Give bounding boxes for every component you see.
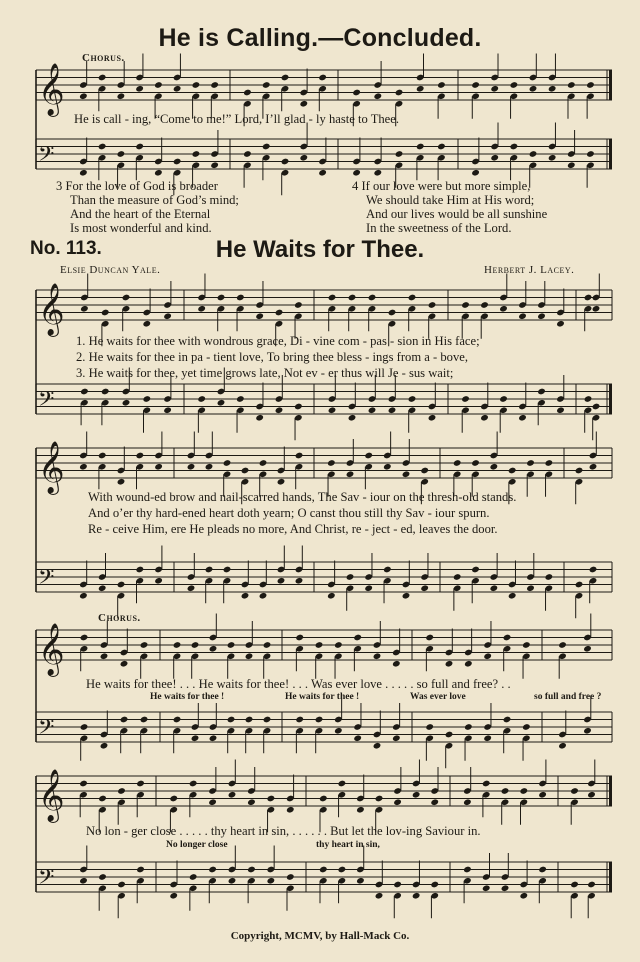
note-head — [117, 787, 126, 795]
note-head — [490, 463, 499, 471]
note-head — [205, 566, 214, 574]
note-head — [98, 795, 107, 803]
note-head — [482, 780, 491, 788]
note-head — [428, 301, 437, 309]
note-head — [299, 154, 308, 162]
note-head — [567, 81, 576, 89]
note-head — [142, 395, 151, 403]
verse-1-line-a: 1. He waits for thee with wondrous grace, Di - vine com - pas - sion in His face; — [76, 334, 480, 348]
note-head — [501, 787, 510, 795]
note-head — [98, 143, 107, 151]
note-head — [187, 463, 196, 471]
chorus-line-2: No lon - ger close . . . . . thy heart in sin, . . . . . . But let the lov-ing Saviour in. — [86, 824, 481, 838]
note-head — [364, 584, 373, 592]
note-head — [395, 89, 404, 97]
note-head — [191, 734, 200, 742]
note-head — [471, 169, 480, 177]
note-head — [142, 320, 151, 328]
hymn-number: No. 113. — [30, 238, 102, 259]
note-head — [228, 791, 237, 799]
note-head — [80, 305, 89, 313]
note-head — [98, 584, 107, 592]
note-head — [259, 592, 268, 600]
note-head — [223, 566, 232, 574]
note-head — [277, 478, 286, 486]
note-head — [338, 866, 347, 874]
note-head — [120, 660, 129, 668]
note-head — [508, 592, 517, 600]
note-head — [482, 884, 491, 892]
note-head — [210, 81, 219, 89]
note-head — [228, 877, 237, 885]
note-head — [392, 734, 401, 742]
note-head — [98, 873, 107, 881]
note-head — [191, 641, 200, 649]
note-head — [373, 652, 382, 660]
note-head — [368, 406, 377, 414]
note-head — [412, 892, 421, 900]
note-head — [575, 581, 584, 589]
note-head — [537, 312, 546, 320]
note-head — [328, 406, 337, 414]
note-head — [353, 634, 362, 642]
note-head — [373, 169, 382, 177]
note-head — [558, 742, 567, 750]
note-head — [368, 294, 377, 302]
note-head — [163, 312, 172, 320]
note-head — [173, 641, 182, 649]
note-head — [100, 742, 109, 750]
note-head — [122, 399, 131, 407]
note-head — [556, 320, 565, 328]
note-head — [98, 74, 107, 82]
note-head — [197, 395, 206, 403]
note-head — [584, 294, 593, 302]
note-head — [247, 798, 256, 806]
chorus-label-2: Chorus. — [98, 612, 141, 624]
chorus-label-1: Chorus. — [82, 52, 125, 64]
note-head — [388, 406, 397, 414]
verse-3-line-b: Re - ceive Him, ere He pleads no more, And Christ, re - ject - ed, leaves the door. — [88, 522, 498, 536]
note-head — [480, 414, 489, 422]
note-head — [169, 892, 178, 900]
note-head — [416, 143, 425, 151]
note-head — [319, 795, 328, 803]
lyric-line-section1: He is call - ing, “Come to me!” Lord, I’ll glad - ly haste to Thee. — [74, 112, 400, 126]
note-head — [522, 641, 531, 649]
page-title-continued: He is Calling.—Concluded. — [158, 24, 482, 52]
note-head — [136, 866, 145, 874]
note-head — [402, 592, 411, 600]
note-head — [154, 81, 163, 89]
note-head — [117, 478, 126, 486]
note-head — [263, 716, 272, 724]
note-head — [223, 459, 232, 467]
verse-2-line-b: And o’er thy hard-ened heart doth yearn; O canst thou still thy Sav - iour spurn. — [88, 506, 490, 520]
note-head — [570, 787, 579, 795]
note-head — [173, 158, 182, 166]
note-head — [227, 641, 236, 649]
note-head — [197, 305, 206, 313]
note-head — [189, 780, 198, 788]
note-head — [480, 301, 489, 309]
verse-2-line-a: 2. He waits for thee in pa - tient love, To bring thee bless - ings from a - bove, — [76, 350, 468, 364]
author-credit: Elsie Duncan Yale. — [60, 264, 161, 276]
treble-clef-icon: 𝄞 — [38, 282, 65, 335]
note-head — [281, 74, 290, 82]
note-head — [327, 592, 336, 600]
note-head — [263, 641, 272, 649]
note-head — [117, 150, 126, 158]
note-head — [117, 881, 126, 889]
note-head — [471, 459, 480, 467]
chorus-bass-2b: thy heart in sin, — [316, 840, 380, 850]
note-head — [338, 780, 347, 788]
note-head — [503, 634, 512, 642]
note-head — [245, 716, 254, 724]
note-head — [375, 892, 384, 900]
note-head — [383, 566, 392, 574]
note-head — [575, 467, 584, 475]
note-head — [408, 294, 417, 302]
note-head — [589, 463, 598, 471]
note-head — [490, 584, 499, 592]
note-head — [383, 463, 392, 471]
note-head — [79, 877, 88, 885]
note-head — [556, 406, 565, 414]
note-head — [100, 652, 109, 660]
note-head — [262, 143, 271, 151]
note-head — [499, 395, 508, 403]
note-head — [227, 716, 236, 724]
note-head — [461, 395, 470, 403]
note-head — [117, 92, 126, 100]
note-head — [79, 92, 88, 100]
note-head — [463, 866, 472, 874]
note-head — [529, 150, 538, 158]
note-head — [408, 395, 417, 403]
note-head — [267, 877, 276, 885]
note-head — [483, 652, 492, 660]
note-head — [318, 169, 327, 177]
note-head — [510, 143, 519, 151]
note-head — [471, 566, 480, 574]
note-head — [136, 780, 145, 788]
verse-3-line-1: 3 For the love of God is broader — [56, 179, 218, 193]
note-head — [243, 150, 252, 158]
note-head — [570, 881, 579, 889]
note-head — [205, 463, 214, 471]
composer-credit: Herbert J. Lacey. — [484, 264, 575, 276]
treble-clef-icon: 𝄞 — [38, 440, 65, 493]
note-head — [319, 866, 328, 874]
bass-clef-icon: 𝄢 — [38, 865, 55, 895]
note-head — [402, 470, 411, 478]
note-head — [267, 795, 276, 803]
note-head — [545, 459, 554, 467]
note-head — [140, 716, 149, 724]
note-head — [80, 634, 89, 642]
note-head — [217, 294, 226, 302]
note-head — [135, 566, 144, 574]
note-head — [80, 723, 89, 731]
note-head — [117, 581, 126, 589]
note-head — [348, 294, 357, 302]
chorus-bass-1d: so full and free ? — [534, 692, 602, 702]
note-head — [592, 403, 601, 411]
chorus-bass-1b: He waits for thee ! — [285, 692, 360, 702]
verse-4-line-2: We should take Him at His word; — [366, 193, 535, 207]
treble-clef-icon: 𝄞 — [38, 768, 65, 821]
note-head — [209, 734, 218, 742]
note-head — [352, 169, 361, 177]
note-head — [420, 584, 429, 592]
note-head — [352, 89, 361, 97]
note-head — [375, 795, 384, 803]
note-head — [463, 798, 472, 806]
note-head — [445, 731, 454, 739]
note-head — [315, 641, 324, 649]
note-head — [490, 154, 499, 162]
note-head — [586, 150, 595, 158]
note-head — [510, 81, 519, 89]
note-head — [277, 577, 286, 585]
note-head — [236, 294, 245, 302]
note-head — [538, 866, 547, 874]
note-head — [453, 573, 462, 581]
note-head — [262, 81, 271, 89]
note-head — [395, 150, 404, 158]
note-head — [499, 305, 508, 313]
chorus-bass-2a: No longer close — [166, 840, 228, 850]
note-head — [392, 660, 401, 668]
note-head — [154, 169, 163, 177]
verse-1-line-b: With wound-ed brow and nail-scarred hands, The Sav - iour on the thresh-old stands. — [88, 490, 517, 504]
note-head — [120, 716, 129, 724]
note-head — [518, 312, 527, 320]
note-head — [464, 723, 473, 731]
note-head — [79, 169, 88, 177]
note-head — [430, 798, 439, 806]
note-head — [356, 877, 365, 885]
note-head — [101, 388, 110, 396]
note-head — [208, 866, 217, 874]
note-head — [241, 467, 250, 475]
note-head — [255, 414, 264, 422]
note-head — [464, 660, 473, 668]
note-head — [353, 734, 362, 742]
note-head — [154, 577, 163, 585]
note-head — [187, 584, 196, 592]
note-head — [437, 143, 446, 151]
note-head — [583, 645, 592, 653]
note-head — [567, 161, 576, 169]
note-head — [241, 592, 250, 600]
note-head — [318, 74, 327, 82]
note-head — [294, 403, 303, 411]
note-head — [526, 459, 535, 467]
chorus-line-1: He waits for thee! . . . He waits for thee! . . . Was ever love . . . . . so full and free? . . — [86, 677, 511, 691]
note-head — [79, 463, 88, 471]
chorus-bass-1c: Was ever love — [410, 692, 466, 702]
note-head — [281, 158, 290, 166]
note-head — [548, 154, 557, 162]
note-head — [135, 143, 144, 151]
note-head — [587, 881, 596, 889]
note-head — [364, 452, 373, 460]
note-head — [169, 795, 178, 803]
note-head — [416, 85, 425, 93]
note-head — [173, 85, 182, 93]
note-head — [295, 577, 304, 585]
note-head — [503, 716, 512, 724]
note-head — [518, 414, 527, 422]
verse-3-line-4: Is most wonderful and kind. — [70, 221, 212, 235]
barline-final-thick — [609, 139, 612, 169]
note-head — [286, 873, 295, 881]
hymn-title: He Waits for Thee. — [215, 236, 425, 263]
note-head — [192, 150, 201, 158]
barline-final-thick — [609, 776, 612, 806]
note-head — [587, 791, 596, 799]
note-head — [295, 716, 304, 724]
note-head — [163, 406, 172, 414]
note-head — [348, 414, 357, 422]
note-head — [334, 727, 343, 735]
note-head — [236, 395, 245, 403]
note-head — [346, 470, 355, 478]
note-head — [80, 388, 89, 396]
note-head — [583, 727, 592, 735]
note-head — [589, 566, 598, 574]
note-head — [245, 652, 254, 660]
note-head — [420, 467, 429, 475]
bass-clef-icon: 𝄢 — [38, 565, 55, 595]
note-head — [430, 881, 439, 889]
note-head — [545, 573, 554, 581]
note-head — [519, 787, 528, 795]
note-head — [299, 100, 308, 108]
note-head — [537, 388, 546, 396]
note-head — [519, 892, 528, 900]
barline-final-thick — [609, 70, 612, 100]
note-head — [210, 161, 219, 169]
note-head — [173, 716, 182, 724]
note-head — [295, 452, 304, 460]
note-head — [154, 463, 163, 471]
note-head — [490, 85, 499, 93]
barline-final-thick — [609, 862, 612, 892]
note-head — [548, 85, 557, 93]
note-head — [327, 459, 336, 467]
note-head — [295, 634, 304, 642]
note-head — [584, 395, 593, 403]
copyright: Copyright, MCMV, by Hall-Mack Co. — [230, 930, 410, 942]
note-head — [286, 806, 295, 814]
note-head — [259, 459, 268, 467]
note-head — [209, 645, 218, 653]
verse-3-line-a: 3. He waits for thee, yet time grows late, Not ev - er thus will Je - sus wait; — [76, 366, 454, 380]
note-head — [373, 92, 382, 100]
note-head — [328, 294, 337, 302]
note-head — [558, 641, 567, 649]
note-head — [388, 309, 397, 317]
note-head — [373, 742, 382, 750]
note-head — [275, 406, 284, 414]
note-head — [255, 312, 264, 320]
note-head — [412, 791, 421, 799]
treble-clef-icon: 𝄞 — [38, 62, 65, 115]
bass-clef-icon: 𝄢 — [38, 387, 55, 417]
verse-4-line-1: 4 If our love were but more simple, — [352, 179, 531, 193]
note-head — [461, 301, 470, 309]
note-head — [356, 806, 365, 814]
note-head — [334, 641, 343, 649]
note-head — [529, 85, 538, 93]
note-head — [425, 723, 434, 731]
note-head — [189, 873, 198, 881]
note-head — [79, 780, 88, 788]
note-head — [501, 884, 510, 892]
note-head — [393, 798, 402, 806]
barline-final-thick — [609, 384, 612, 414]
note-head — [445, 660, 454, 668]
note-head — [592, 305, 601, 313]
verse-3-line-3: And the heart of the Eternal — [70, 207, 211, 221]
chorus-bass-1a: He waits for thee ! — [150, 692, 225, 702]
bass-clef-icon: 𝄢 — [38, 142, 55, 172]
note-head — [192, 81, 201, 89]
note-head — [79, 592, 88, 600]
treble-clef-icon: 𝄞 — [38, 622, 65, 675]
note-head — [208, 798, 217, 806]
note-head — [275, 309, 284, 317]
note-head — [247, 866, 256, 874]
note-head — [217, 399, 226, 407]
verse-4-line-3: And our lives would be all sunshine — [366, 207, 548, 221]
note-head — [140, 641, 149, 649]
note-head — [483, 734, 492, 742]
note-head — [101, 309, 110, 317]
note-head — [471, 81, 480, 89]
note-head — [453, 459, 462, 467]
bass-clef-icon: 𝄢 — [38, 715, 55, 745]
note-head — [135, 85, 144, 93]
note-head — [315, 716, 324, 724]
note-head — [122, 294, 131, 302]
note-head — [294, 301, 303, 309]
note-head — [425, 634, 434, 642]
note-head — [586, 81, 595, 89]
note-head — [346, 573, 355, 581]
verse-3-line-2: Than the measure of God’s mind; — [70, 193, 239, 207]
note-head — [243, 89, 252, 97]
note-head — [98, 452, 107, 460]
note-head — [437, 81, 446, 89]
note-head — [393, 881, 402, 889]
note-head — [526, 584, 535, 592]
verse-4-line-4: In the sweetness of the Lord. — [366, 221, 512, 235]
note-head — [428, 414, 437, 422]
note-head — [508, 467, 517, 475]
note-head — [522, 723, 531, 731]
note-head — [538, 791, 547, 799]
note-head — [135, 452, 144, 460]
